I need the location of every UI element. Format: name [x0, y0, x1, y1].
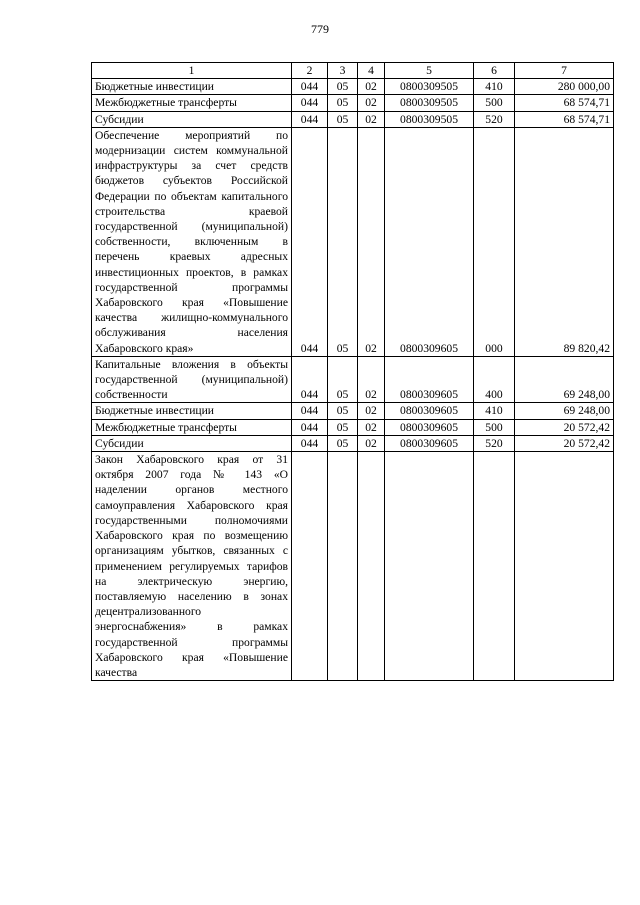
- row-amount: 20 572,42: [515, 435, 614, 451]
- row-code-5: 0800309605: [385, 435, 474, 451]
- row-code-2: [292, 452, 328, 681]
- table-row: [92, 127, 614, 356]
- row-code-5: 0800309505: [385, 79, 474, 95]
- row-amount: 68 574,71: [515, 95, 614, 111]
- row-code-6: 400: [474, 356, 515, 403]
- row-code-6: 520: [474, 111, 515, 127]
- row-code-4: 02: [358, 95, 385, 111]
- row-name: Закон Хабаровского края от 31 октября 2007 года № 143 «О наделении органов местного самоуправления Хабаровского края государственными полномочиями Хабаровского края по возмещению организациям убытков, связанных с применением регулируемых тарифов на электрическую энергию, поставляемую населению в зонах децентрализованного энергоснабжения» в рамках государственной программы Хабаровского края «Повышение качества: [92, 452, 292, 681]
- table-row: [92, 419, 614, 435]
- row-code-3: 05: [328, 79, 358, 95]
- row-code-3: 05: [328, 356, 358, 403]
- column-header: 7: [515, 63, 614, 79]
- table-row: [92, 435, 614, 451]
- table-row: [92, 356, 614, 403]
- row-code-4: 02: [358, 356, 385, 403]
- row-code-3: 05: [328, 419, 358, 435]
- row-code-3: 05: [328, 127, 358, 356]
- budget-table: [91, 62, 614, 681]
- row-code-3: 05: [328, 435, 358, 451]
- table-row: [92, 403, 614, 419]
- table-header-row: [92, 63, 614, 79]
- row-code-3: 05: [328, 95, 358, 111]
- column-header: 5: [385, 63, 474, 79]
- column-header: 2: [292, 63, 328, 79]
- row-code-3: 05: [328, 111, 358, 127]
- row-code-2: 044: [292, 111, 328, 127]
- row-code-2: 044: [292, 435, 328, 451]
- row-name: Капитальные вложения в объекты государственной (муниципальной) собственности: [92, 356, 292, 403]
- row-name: Субсидии: [92, 435, 292, 451]
- row-amount: 89 820,42: [515, 127, 614, 356]
- row-amount: 69 248,00: [515, 356, 614, 403]
- column-header: 1: [92, 63, 292, 79]
- row-name: Бюджетные инвестиции: [92, 79, 292, 95]
- row-code-4: [358, 452, 385, 681]
- row-code-6: 500: [474, 419, 515, 435]
- column-header: 6: [474, 63, 515, 79]
- row-code-6: 410: [474, 79, 515, 95]
- row-amount: [515, 452, 614, 681]
- row-name: Межбюджетные трансферты: [92, 95, 292, 111]
- row-code-4: 02: [358, 127, 385, 356]
- row-code-4: 02: [358, 111, 385, 127]
- row-code-3: 05: [328, 403, 358, 419]
- column-header: 4: [358, 63, 385, 79]
- row-code-2: 044: [292, 127, 328, 356]
- row-code-6: 500: [474, 95, 515, 111]
- row-code-6: 520: [474, 435, 515, 451]
- row-code-2: 044: [292, 356, 328, 403]
- row-code-2: 044: [292, 403, 328, 419]
- table-row: [92, 95, 614, 111]
- table-row: [92, 111, 614, 127]
- row-code-5: 0800309605: [385, 356, 474, 403]
- row-code-5: 0800309605: [385, 403, 474, 419]
- row-code-4: 02: [358, 79, 385, 95]
- table-row: [92, 452, 614, 681]
- table-row: [92, 79, 614, 95]
- row-code-2: 044: [292, 95, 328, 111]
- row-code-4: 02: [358, 435, 385, 451]
- row-code-4: 02: [358, 419, 385, 435]
- row-code-5: 0800309505: [385, 95, 474, 111]
- page-number: 779: [311, 22, 329, 36]
- row-amount: 69 248,00: [515, 403, 614, 419]
- row-name: Бюджетные инвестиции: [92, 403, 292, 419]
- column-header: 3: [328, 63, 358, 79]
- row-code-5: 0800309505: [385, 111, 474, 127]
- row-code-6: 410: [474, 403, 515, 419]
- row-code-5: 0800309605: [385, 127, 474, 356]
- row-code-2: 044: [292, 79, 328, 95]
- row-code-2: 044: [292, 419, 328, 435]
- row-name: Субсидии: [92, 111, 292, 127]
- row-name: Обеспечение мероприятий по модернизации систем коммунальной инфраструктуры за счет средств бюджетов субъектов Российской Федерации по объектам капитального строительства краевой государственной (муниципальной) собственности, включенным в перечень краевых адресных инвестиционных проектов, в рамках государственной программы Хабаровского края «Повышение качества жилищно-коммунального обслуживания населения Хабаровского края»: [92, 127, 292, 356]
- row-code-6: 000: [474, 127, 515, 356]
- row-amount: 20 572,42: [515, 419, 614, 435]
- row-amount: 68 574,71: [515, 111, 614, 127]
- row-code-5: [385, 452, 474, 681]
- row-code-3: [328, 452, 358, 681]
- row-code-4: 02: [358, 403, 385, 419]
- row-name: Межбюджетные трансферты: [92, 419, 292, 435]
- row-code-5: 0800309605: [385, 419, 474, 435]
- row-amount: 280 000,00: [515, 79, 614, 95]
- row-code-6: [474, 452, 515, 681]
